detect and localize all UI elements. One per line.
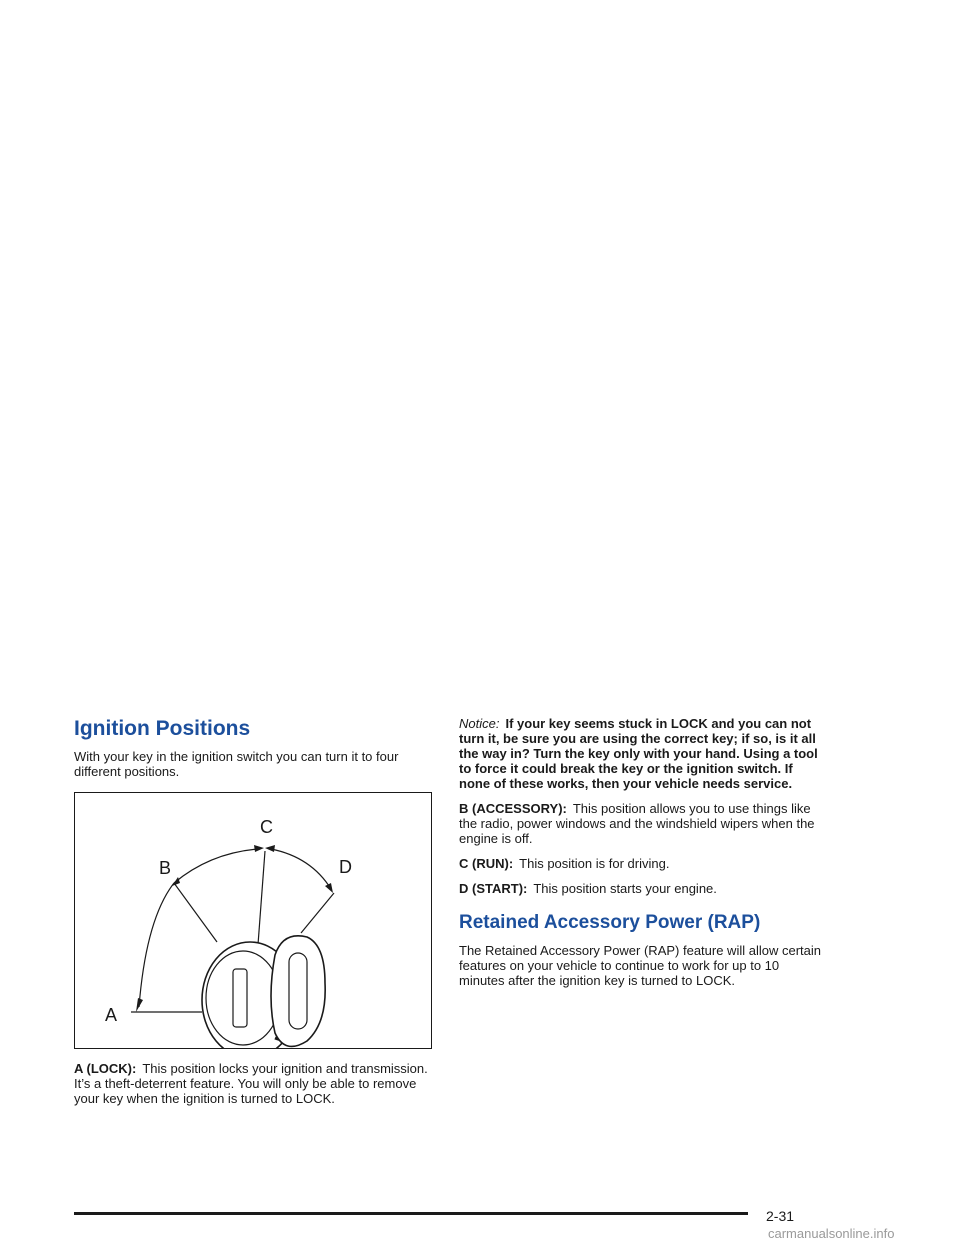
arrowhead-c-right <box>265 845 275 852</box>
run-description <box>459 856 821 871</box>
leader-c <box>257 851 265 958</box>
label-d: D <box>339 857 352 878</box>
page-number: 2-31 <box>766 1208 795 1224</box>
arrowhead-a <box>136 998 143 1012</box>
start-text: This position starts your engine. <box>533 881 717 896</box>
leader-d <box>301 893 334 933</box>
arc-b-c <box>174 849 258 883</box>
left-column <box>74 716 432 1116</box>
label-a: A <box>105 1005 118 1026</box>
intro-paragraph: With your key in the ignition switch you can turn it to four different positions. <box>74 749 399 780</box>
watermark: carmanualsonline.info <box>768 1226 895 1241</box>
arc-a-b <box>139 883 174 1007</box>
ignition-diagram <box>74 792 432 1049</box>
run-text: This position is for driving. <box>519 856 670 871</box>
arrowhead-c-left <box>254 845 264 852</box>
notice-paragraph <box>459 716 821 791</box>
arrowhead-d <box>325 883 333 893</box>
notice-label: Notice: <box>459 716 500 731</box>
accessory-label: B (ACCESSORY): <box>459 801 567 816</box>
arrowhead-b <box>172 877 180 886</box>
leader-b <box>174 883 217 942</box>
arc-c-d <box>271 849 331 889</box>
section-heading: Ignition Positions <box>74 717 251 740</box>
label-c: C <box>260 817 273 838</box>
run-label: C (RUN): <box>459 856 514 871</box>
rap-paragraph: The Retained Accessory Power (RAP) feature will allow certain features on your vehicle to continue to work for up to 10 minutes after the ignition key is turned to LOCK. <box>459 942 821 988</box>
lock-description <box>74 1061 432 1106</box>
ignition-diagram-svg <box>75 793 431 1048</box>
right-column <box>459 716 821 988</box>
start-description <box>459 881 821 896</box>
rap-heading: Retained Accessory Power (RAP) <box>459 912 761 933</box>
lock-text: This position locks your ignition and transmission. It’s a theft-deterrent feature. You will only be able to remove your key when the ignition is turned to LOCK. <box>74 1061 428 1107</box>
accessory-description <box>459 801 821 846</box>
key-head-icon <box>271 936 325 1047</box>
accessory-text: This position allows you to use things like the radio, power windows and the windshield wipers when the engine is off. <box>459 801 815 846</box>
start-label: D (START): <box>459 881 528 896</box>
notice-text: If your key seems stuck in LOCK and you can not turn it, be sure you are using the correct key; if so, is it all the way in? Turn the key only with your hand. Using a tool to force it could break the key or the ignition switch. If none of these works, then your vehicle needs service. <box>459 716 818 791</box>
lock-label: A (LOCK): <box>74 1061 137 1077</box>
footer-rule <box>74 1212 748 1215</box>
label-b: B <box>159 858 172 879</box>
